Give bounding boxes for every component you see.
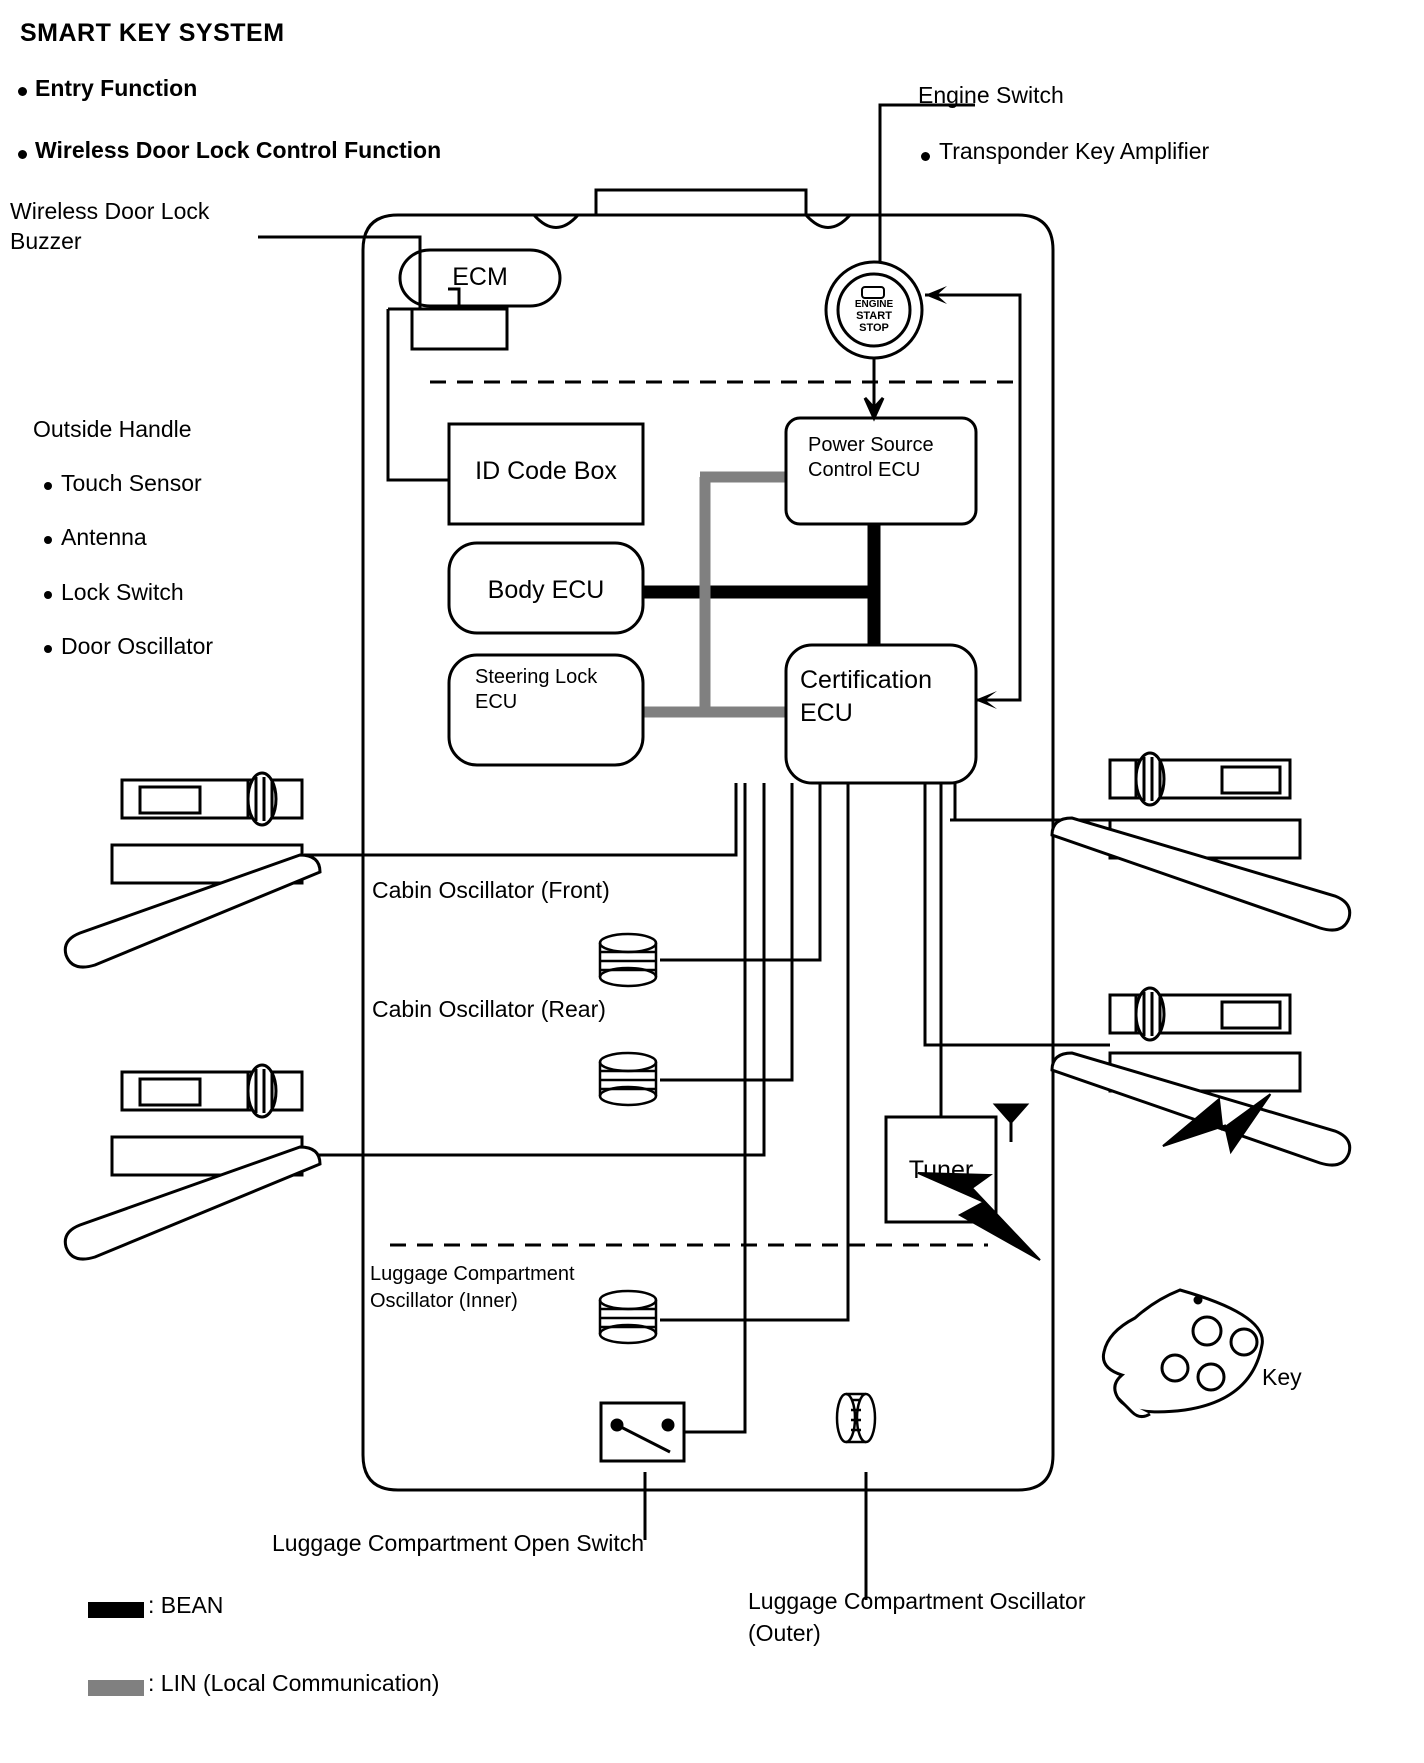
cabin-oscillator-rear-label: Cabin Oscillator (Rear) <box>372 996 606 1022</box>
bullet-wireless-door-lock <box>18 150 27 159</box>
engine-switch-label: Engine Switch <box>918 82 1064 108</box>
svg-text:START: START <box>856 310 892 322</box>
wireless-door-lock-function-label: Wireless Door Lock Control Function <box>35 137 442 163</box>
cabin-oscillator-rear-icon <box>600 1053 656 1105</box>
svg-text:STOP: STOP <box>859 322 889 334</box>
legend-swatch-lin <box>88 1680 144 1696</box>
wireless-door-lock-buzzer-label-line1: Wireless Door Lock <box>10 198 210 224</box>
oscillator-icons <box>600 934 875 1442</box>
engine-switch-icon <box>826 262 922 358</box>
wireless-door-lock-buzzer-label-line2: Buzzer <box>10 228 82 254</box>
tuner-label: Tuner <box>908 1156 974 1184</box>
key-fob-icon <box>1103 1290 1262 1417</box>
cabin-oscillator-front-label: Cabin Oscillator (Front) <box>372 877 610 903</box>
door-oscillator-label: Door Oscillator <box>61 633 214 659</box>
outside-handle-left-front <box>65 773 320 967</box>
luggage-oscillator-inner-label-line2: Oscillator (Inner) <box>370 1290 518 1312</box>
lock-switch-label: Lock Switch <box>61 579 184 605</box>
ecm-label: ECM <box>452 263 508 291</box>
certification-ecu-label-line2: ECU <box>800 699 853 727</box>
luggage-oscillator-outer-label-line1: Luggage Compartment Oscillator <box>748 1588 1086 1614</box>
antenna-label: Antenna <box>61 524 147 550</box>
luggage-open-switch-label: Luggage Compartment Open Switch <box>272 1530 645 1556</box>
outside-handle-label: Outside Handle <box>33 416 192 442</box>
component-boxes <box>400 250 996 1222</box>
certification-ecu-label-line1: Certification <box>800 666 932 694</box>
id-code-box-label: ID Code Box <box>475 457 617 485</box>
luggage-open-switch-icon <box>601 1403 684 1461</box>
luggage-oscillator-inner-icon <box>600 1291 656 1343</box>
touch-sensor-label: Touch Sensor <box>61 470 202 496</box>
bullet-entry-function <box>18 87 27 96</box>
cabin-oscillator-front-icon <box>600 934 656 986</box>
outside-handle-right-front <box>1052 753 1350 930</box>
luggage-oscillator-outer-label-line2: (Outer) <box>748 1620 821 1646</box>
power-source-control-ecu-label-line1: Power Source <box>808 434 934 456</box>
outside-handle-right-rear <box>1052 988 1350 1165</box>
luggage-oscillator-outer-icon <box>837 1394 875 1442</box>
wireless-door-lock-buzzer-box <box>412 309 507 349</box>
legend-swatch-bean <box>88 1602 144 1618</box>
luggage-oscillator-inner-label-line1: Luggage Compartment <box>370 1263 575 1285</box>
bullet-door-oscillator <box>44 645 52 653</box>
svg-text:ENGINE: ENGINE <box>854 299 894 310</box>
bullet-transponder <box>921 152 930 161</box>
entry-function-label: Entry Function <box>35 75 198 101</box>
legend-label-bean: : BEAN <box>148 1592 224 1618</box>
legend-label-lin: : LIN (Local Communication) <box>148 1670 440 1696</box>
steering-lock-ecu-label-line2: ECU <box>475 691 518 713</box>
body-ecu-label: Body ECU <box>487 576 605 604</box>
outside-handle-left-rear <box>65 1065 320 1259</box>
steering-lock-ecu-label-line1: Steering Lock <box>475 666 598 688</box>
page-title: SMART KEY SYSTEM <box>20 19 285 47</box>
bullet-touch-sensor <box>44 482 52 490</box>
bullet-antenna <box>44 536 52 544</box>
key-label: Key <box>1262 1364 1302 1390</box>
power-source-control-ecu-label-line2: Control ECU <box>808 459 921 481</box>
transponder-key-amplifier-label: Transponder Key Amplifier <box>939 138 1210 164</box>
bullet-lock-switch <box>44 591 52 599</box>
